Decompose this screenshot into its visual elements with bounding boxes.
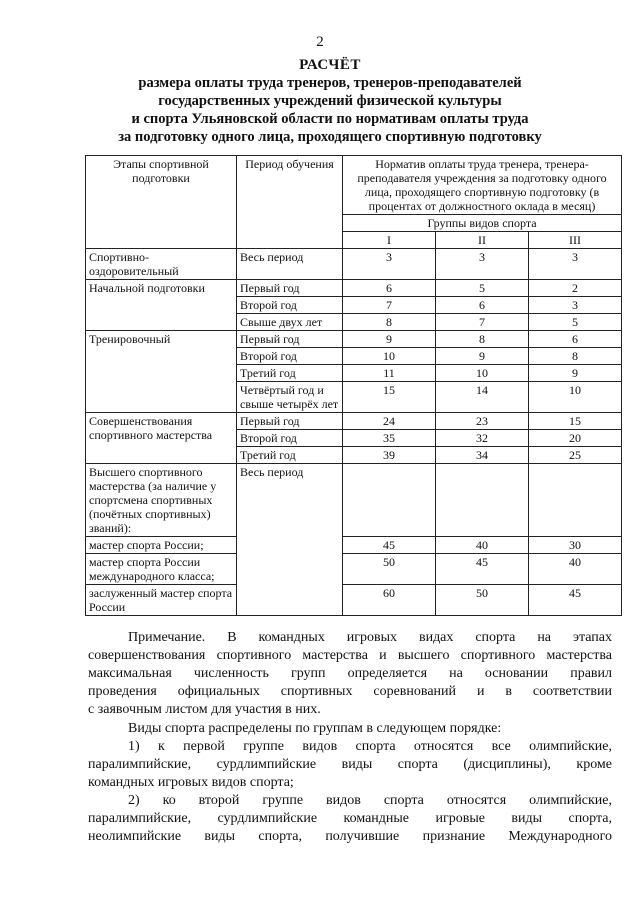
value-cell: 2 — [529, 280, 622, 297]
value-cell: 40 — [529, 554, 622, 585]
value-cell: 35 — [343, 430, 436, 447]
period-cell: Третий год — [237, 365, 343, 382]
value-cell: 9 — [343, 331, 436, 348]
stage-cell: Тренировочный — [86, 331, 237, 413]
value-cell: 25 — [529, 447, 622, 464]
distribution-item-2 — [88, 792, 612, 846]
value-cell: 60 — [343, 585, 436, 616]
value-cell: 10 — [529, 382, 622, 413]
item2-line: паралимпийские, сурдлимпийские командные игровые виды спорта, — [88, 811, 612, 826]
table-row — [86, 249, 622, 280]
item1-line: командных игровых видов спорта; — [88, 775, 294, 790]
value-cell — [436, 464, 529, 537]
value-cell: 50 — [343, 554, 436, 585]
value-cell: 3 — [343, 249, 436, 280]
distribution-item-1 — [88, 738, 612, 792]
period-cell: Весь период — [237, 249, 343, 280]
value-cell — [529, 464, 622, 537]
value-cell: 39 — [343, 447, 436, 464]
period-cell: Четвёртый год и свыше четырёх лет — [237, 382, 343, 413]
period-cell: Второй год — [237, 297, 343, 314]
title-line: за подготовку одного лица, проходящего спортивную подготовку — [118, 129, 542, 145]
stage-subrow-label: заслуженный мастер спорта России — [86, 585, 237, 616]
value-cell: 8 — [436, 331, 529, 348]
value-cell: 30 — [529, 537, 622, 554]
header-stage: Этапы спортивной подготовки — [86, 156, 237, 249]
distribution-intro — [88, 720, 612, 738]
value-cell: 23 — [436, 413, 529, 430]
stage-subrow-label: мастер спорта России международного класса; — [86, 554, 237, 585]
value-cell: 6 — [343, 280, 436, 297]
table-row — [86, 585, 622, 616]
table-row — [86, 537, 622, 554]
period-cell: Второй год — [237, 430, 343, 447]
document-title — [40, 56, 620, 146]
value-cell: 50 — [436, 585, 529, 616]
item2-line: 2) ко второй группе видов спорта относятся олимпийские, — [128, 793, 612, 808]
value-cell: 15 — [343, 382, 436, 413]
value-cell: 9 — [529, 365, 622, 382]
note-line: совершенствования спортивного мастерства и высшего спортивного мастерства — [88, 648, 612, 663]
table-row — [86, 413, 622, 430]
note-line: максимальная численность групп определяется на основании правил — [88, 666, 612, 681]
table-row — [86, 280, 622, 297]
value-cell: 20 — [529, 430, 622, 447]
value-cell: 3 — [436, 249, 529, 280]
value-cell: 32 — [436, 430, 529, 447]
value-cell: 3 — [529, 249, 622, 280]
page-number: 2 — [316, 34, 324, 50]
value-cell: 5 — [529, 314, 622, 331]
stage-cell: Совершенствования спортивного мастерства — [86, 413, 237, 464]
header-norm: Норматив оплаты труда тренера, тренера-преподавателя учреждения за подготовку одного лица, проходящего спортивную подготовку (в процентах от должностного оклада в месяц) — [343, 156, 622, 215]
header-group-3: III — [529, 232, 622, 249]
value-cell: 10 — [436, 365, 529, 382]
value-cell: 6 — [436, 297, 529, 314]
value-cell: 8 — [529, 348, 622, 365]
value-cell — [343, 464, 436, 537]
value-cell: 45 — [343, 537, 436, 554]
header-period: Период обучения — [237, 156, 343, 249]
value-cell: 14 — [436, 382, 529, 413]
value-cell: 3 — [529, 297, 622, 314]
table-row — [86, 554, 622, 585]
value-cell: 10 — [343, 348, 436, 365]
note-line: проведения официальных спортивных соревнований и в соответствии — [88, 684, 612, 699]
title-line: размера оплаты труда тренеров, тренеров-преподавателей — [138, 75, 522, 91]
value-cell: 45 — [436, 554, 529, 585]
title-line: государственных учреждений физической культуры — [158, 93, 502, 109]
value-cell: 11 — [343, 365, 436, 382]
period-cell: Третий год — [237, 447, 343, 464]
stage-cell: Спортивно-оздоровительный — [86, 249, 237, 280]
period-cell: Второй год — [237, 348, 343, 365]
period-cell: Первый год — [237, 280, 343, 297]
value-cell: 6 — [529, 331, 622, 348]
period-cell: Первый год — [237, 331, 343, 348]
table-row — [86, 331, 622, 348]
header-groups: Группы видов спорта — [343, 215, 622, 232]
period-cell: Первый год — [237, 413, 343, 430]
value-cell: 15 — [529, 413, 622, 430]
value-cell: 24 — [343, 413, 436, 430]
item1-line: паралимпийские, сурдлимпийские виды спорта (дисциплины), кроме — [88, 757, 612, 772]
value-cell: 7 — [343, 297, 436, 314]
item2-line: неолимпийские виды спорта, получившие признание Международного — [88, 829, 612, 844]
header-group-2: II — [436, 232, 529, 249]
value-cell: 7 — [436, 314, 529, 331]
header-group-1: I — [343, 232, 436, 249]
rates-table — [85, 155, 622, 616]
period-cell: Весь период — [237, 464, 343, 616]
stage-cell: Высшего спортивного мастерства (за наличие у спортсмена спортивных (почётных спортивных) званий): — [86, 464, 237, 537]
period-cell: Свыше двух лет — [237, 314, 343, 331]
value-cell: 9 — [436, 348, 529, 365]
title-line: и спорта Ульяновской области по нормативам оплаты труда — [131, 111, 529, 127]
note-line: с заявочным листом для участия в них. — [88, 702, 321, 717]
note-line: Примечание. В командных игровых видах спорта на этапах — [128, 630, 612, 645]
value-cell: 45 — [529, 585, 622, 616]
item1-line: 1) к первой группе видов спорта относятся все олимпийские, — [128, 739, 612, 754]
value-cell: 40 — [436, 537, 529, 554]
value-cell: 8 — [343, 314, 436, 331]
note-paragraph — [88, 629, 612, 719]
table-row — [86, 464, 622, 537]
stage-subrow-label: мастер спорта России; — [86, 537, 237, 554]
title-main: РАСЧЁТ — [299, 57, 361, 73]
value-cell: 34 — [436, 447, 529, 464]
intro-line: Виды спорта распределены по группам в следующем порядке: — [128, 721, 502, 736]
value-cell: 5 — [436, 280, 529, 297]
stage-cell: Начальной подготовки — [86, 280, 237, 331]
